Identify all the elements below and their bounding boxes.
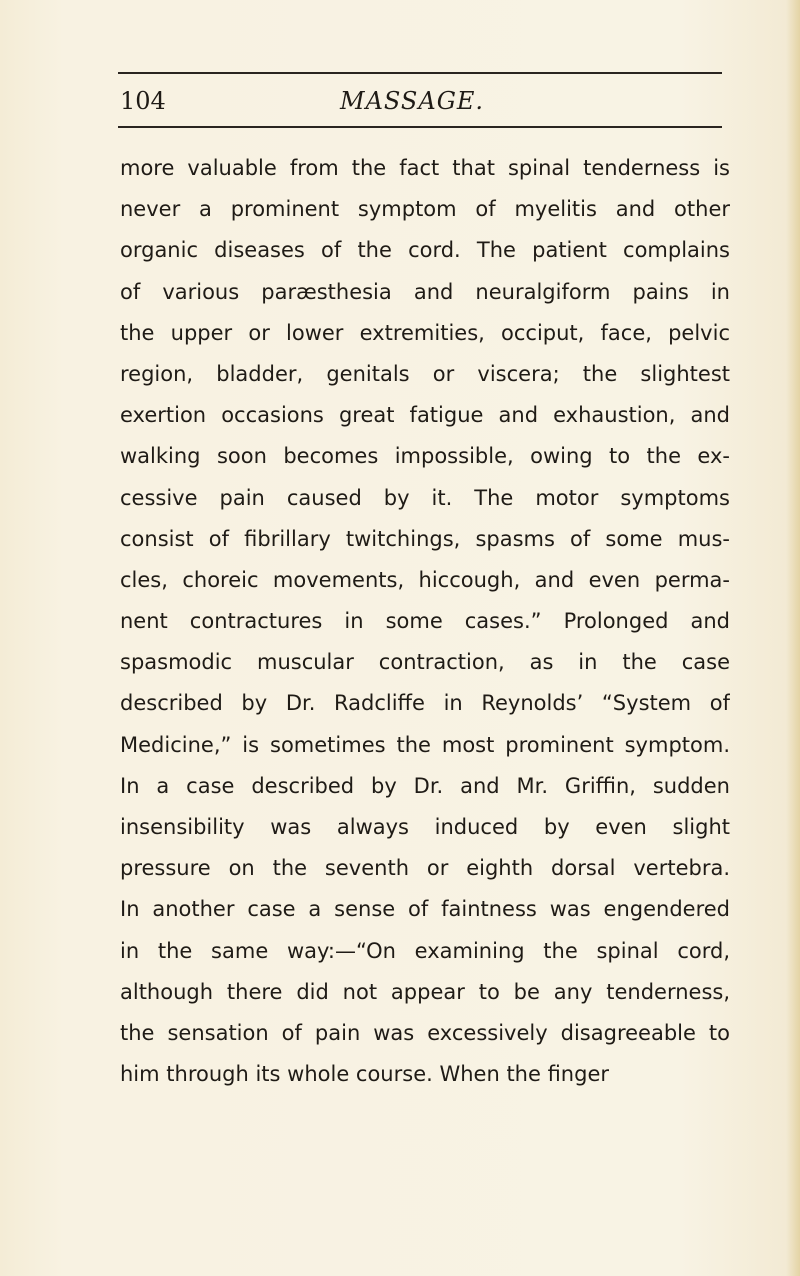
text-line: exertion occasions great fatigue and exhaustion, and — [120, 403, 730, 428]
text-line: In another case a sense of faintness was engendered — [120, 897, 730, 922]
header-rule-top — [118, 72, 722, 74]
text-line: never a prominent symptom of myelitis and other — [120, 197, 730, 222]
text-line: insensibility was always induced by even slight — [120, 815, 730, 839]
text-line: nent contractures in some cases.” Prolonged and — [120, 609, 730, 634]
text-line: cles, choreic movements, hiccough, and even perma- — [120, 567, 730, 592]
text-line: described by Dr. Radcliffe in Reynolds’ “System of — [120, 691, 730, 716]
text-line: cessive pain caused by it. The motor symptoms — [120, 485, 730, 510]
text-line: the sensation of pain was excessively disagreeable to — [120, 1020, 730, 1045]
text-line: organic diseases of the cord. The patient complains — [120, 238, 730, 263]
text-line: in the same way:—“On examining the spinal cord, — [120, 938, 730, 963]
text-line: walking soon becomes impossible, owing to the ex- — [120, 444, 730, 469]
text-line: more valuable from the fact that spinal tenderness is — [120, 156, 730, 180]
text-line: although there did not appear to be any tenderness, — [120, 979, 730, 1004]
header-rule-bottom — [118, 126, 722, 128]
text-line: consist of fibrillary twitchings, spasms of some mus- — [120, 526, 730, 551]
text-line: In a case described by Dr. and Mr. Griffin, sudden — [120, 773, 730, 798]
text-line: Medicine,” is sometimes the most prominent symptom. — [120, 732, 730, 757]
text-line: pressure on the seventh or eighth dorsal vertebra. — [120, 856, 730, 881]
body-text — [120, 148, 730, 1095]
text-line: of various paræsthesia and neuralgiform pains in — [120, 279, 730, 304]
page-edge-shadow — [786, 0, 800, 1276]
running-title: MASSAGE. — [340, 87, 485, 115]
text-line: him through its whole course. When the finger — [120, 1062, 609, 1087]
page-number: 104 — [120, 87, 166, 115]
text-line: spasmodic muscular contraction, as in the case — [120, 650, 730, 675]
text-line: the upper or lower extremities, occiput, face, pelvic — [120, 320, 730, 345]
text-line: region, bladder, genitals or viscera; the slightest — [120, 361, 730, 386]
